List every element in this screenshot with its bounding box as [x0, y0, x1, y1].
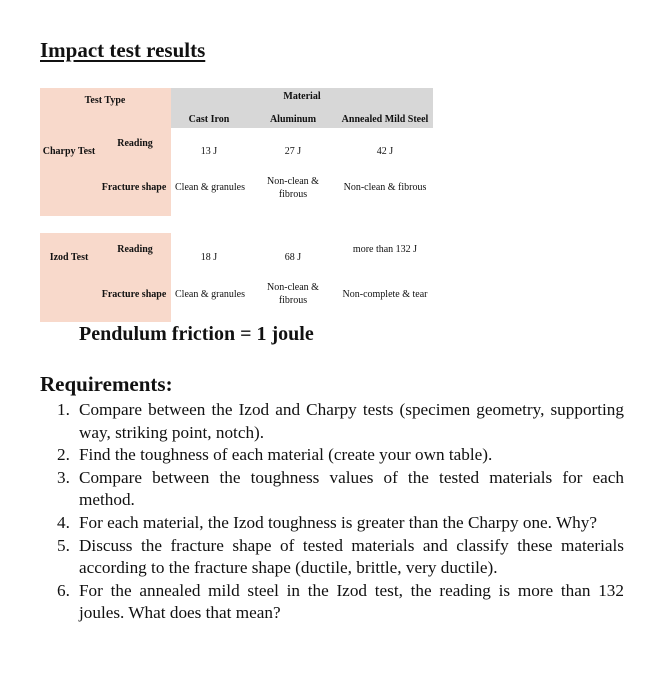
charpy-test-label: Charpy Test	[42, 146, 96, 157]
requirement-item: 3. Compare between the toughness values of the tested materials for each method.	[57, 467, 624, 510]
izod-reading-mild-steel: more than 132 J	[352, 244, 418, 255]
izod-fracture-label: Fracture shape	[101, 289, 167, 300]
requirement-item: 1. Compare between the Izod and Charpy tests (specimen geometry, supporting way, striking point, notch).	[57, 400, 624, 442]
material-col-mild-steel: Annealed Mild Steel	[341, 114, 429, 125]
requirement-item: 6. For the annealed mild steel in the Izod test, the reading is more than 132 joules. What does that mean?	[57, 580, 624, 623]
page-title: Impact test results	[40, 38, 206, 62]
izod-test-label: Izod Test	[49, 252, 89, 263]
izod-reading-aluminum: 68 J	[284, 252, 302, 263]
requirements-list	[57, 399, 624, 625]
material-header: Material	[283, 91, 321, 102]
requirements-heading: Requirements:	[40, 372, 173, 396]
charpy-reading-mild-steel: 42 J	[376, 146, 394, 157]
charpy-reading-cast-iron: 13 J	[200, 146, 218, 157]
material-col-cast-iron: Cast Iron	[188, 114, 230, 125]
charpy-fracture-label: Fracture shape	[101, 182, 167, 193]
izod-reading-label: Reading	[117, 244, 153, 255]
requirement-item: 5. Discuss the fracture shape of tested materials and classify these materials according to the fracture shape (ductile, brittle, very ductile).	[57, 535, 624, 578]
izod-fracture-cast-iron: Clean & granules	[175, 289, 245, 300]
requirement-item: 4. For each material, the Izod toughness is greater than the Charpy one. Why?	[57, 512, 597, 532]
charpy-fracture-mild-steel: Non-clean & fibrous	[343, 182, 427, 193]
izod-fracture-mild-steel: Non-complete & tear	[342, 289, 428, 300]
izod-fracture-aluminum: Non-clean & fibrous	[267, 282, 319, 306]
test-type-header: Test Type	[84, 95, 126, 106]
charpy-fracture-cast-iron: Clean & granules	[175, 182, 245, 193]
charpy-reading-aluminum: 27 J	[284, 146, 302, 157]
charpy-reading-label: Reading	[117, 138, 153, 149]
material-col-aluminum: Aluminum	[269, 114, 317, 125]
pendulum-friction-note: Pendulum friction = 1 joule	[79, 323, 314, 345]
charpy-fracture-aluminum: Non-clean & fibrous	[267, 176, 319, 200]
requirement-item: 2. Find the toughness of each material (create your own table).	[57, 445, 493, 465]
izod-reading-cast-iron: 18 J	[200, 252, 218, 263]
